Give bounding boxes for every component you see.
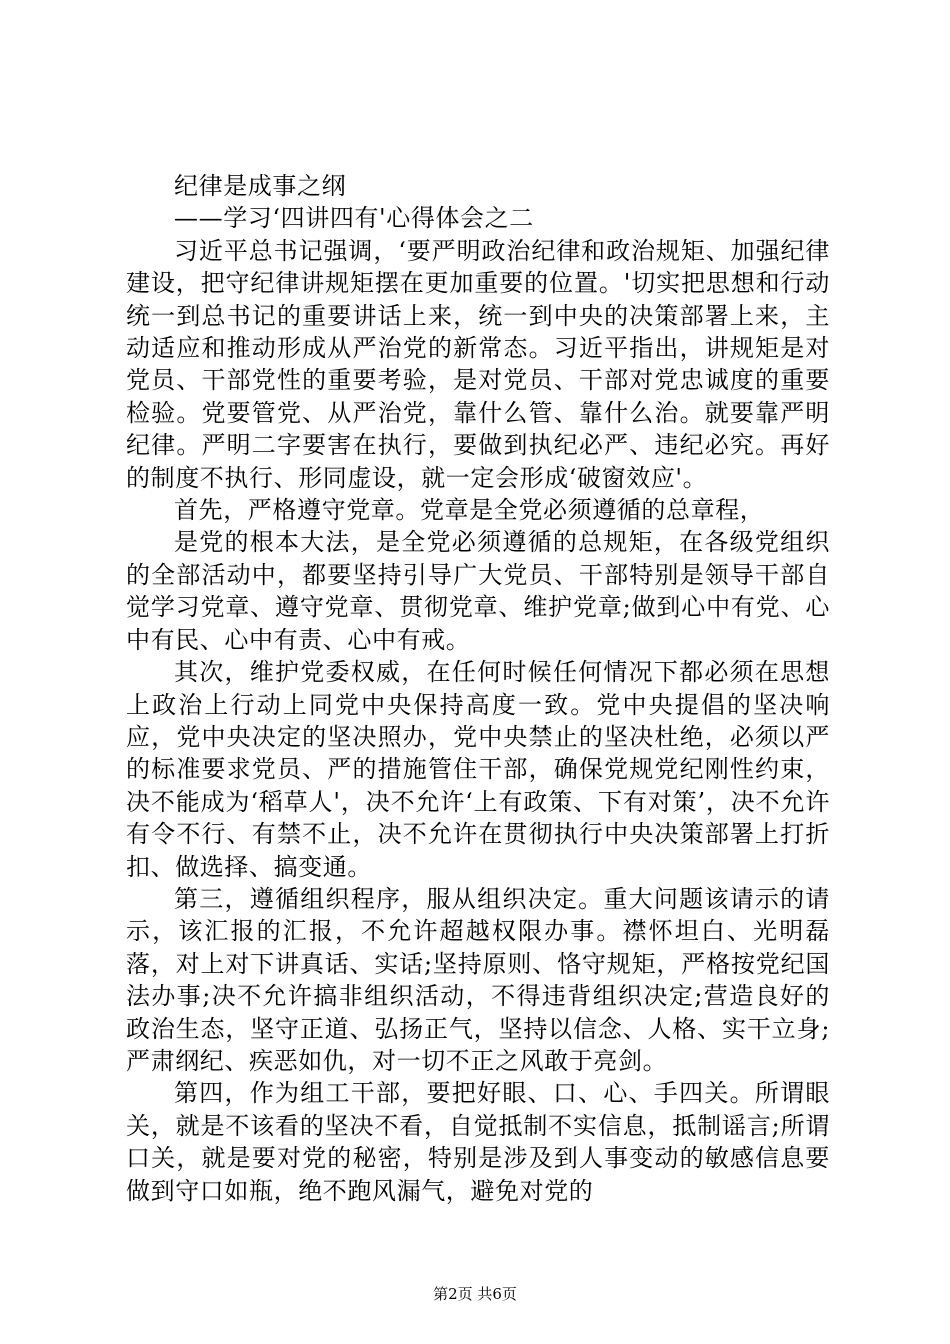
- document-subtitle: ——学习‘四讲四有'心得体会之二: [174, 204, 534, 233]
- document-title: 纪律是成事之纲: [174, 172, 347, 200]
- paragraph-first-continued: 是党的根本大法，是全党必须遵循的总规矩，在各级党组织的全部活动中，都要坚持引导广大党员、干部特别是领导干部自觉学习党章、遵守党章、贯彻党章、维护党章;做到心中有党、心中有民、心中有责、心中有戒。: [126, 528, 830, 654]
- paragraph-third: 第三，遵循组织程序，服从组织决定。重大问题该请示的请示，该汇报的汇报，不允许超越权限办事。襟怀坦白、光明磊落，对上对下讲真话、实话;坚持原则、恪守规矩，严格按党纪国法办事;决不允许搞非组织活动，不得违背组织决定;营造良好的政治生态，坚守正道、弘扬正气，坚持以信念、人格、实干立身;严肃纲纪、疾恶如仇，对一切不正之风敢于亮剑。: [126, 884, 830, 1075]
- paragraph-intro: 习近平总书记强调，‘要严明政治纪律和政治规矩、加强纪律建设，把守纪律讲规矩摆在更加重要的位置。'切实把思想和行动统一到总书记的重要讲话上来，统一到中央的决策部署上来，主动适应和推动形成从严治党的新常态。习近平指出，讲规矩是对党员、干部党性的重要考验，是对党员、干部对党忠诚度的重要检验。党要管党、从严治党，靠什么管、靠什么治。就要靠严明纪律。严明二字要害在执行，要做到执纪必严、违纪必究。再好的制度不执行、形同虚设，就一定会形成‘破窗效应'。: [126, 236, 830, 492]
- document-body: [126, 170, 830, 1207]
- paragraph-first: 首先，严格遵守党章。党章是全党必须遵循的总章程，: [174, 496, 765, 525]
- paragraph-second: 其次，维护党委权威，在任何时候任何情况下都必须在思想上政治上行动上同党中央保持高度一致。党中央提倡的坚决响应，党中央决定的坚决照办，党中央禁止的坚决杜绝，必须以严的标准要求党员、严的措施管住干部，确保党规党纪刚性约束，决不能成为‘稻草人'，决不允许‘上有政策、下有对策’，决不允许有令不行、有禁不止，决不允许在贯彻执行中央决策部署上打折扣、做选择、搞变通。: [126, 658, 830, 881]
- paragraph-fourth: 第四，作为组工干部，要把好眼、口、心、手四关。所谓眼关，就是不该看的坚决不看，自觉抵制不实信息，抵制谣言;所谓口关，就是要对党的秘密，特别是涉及到人事变动的敏感信息要做到守口如瓶，绝不跑风漏气，避免对党的: [126, 1079, 830, 1205]
- page-number-footer: 第2页 共6页: [433, 1285, 517, 1303]
